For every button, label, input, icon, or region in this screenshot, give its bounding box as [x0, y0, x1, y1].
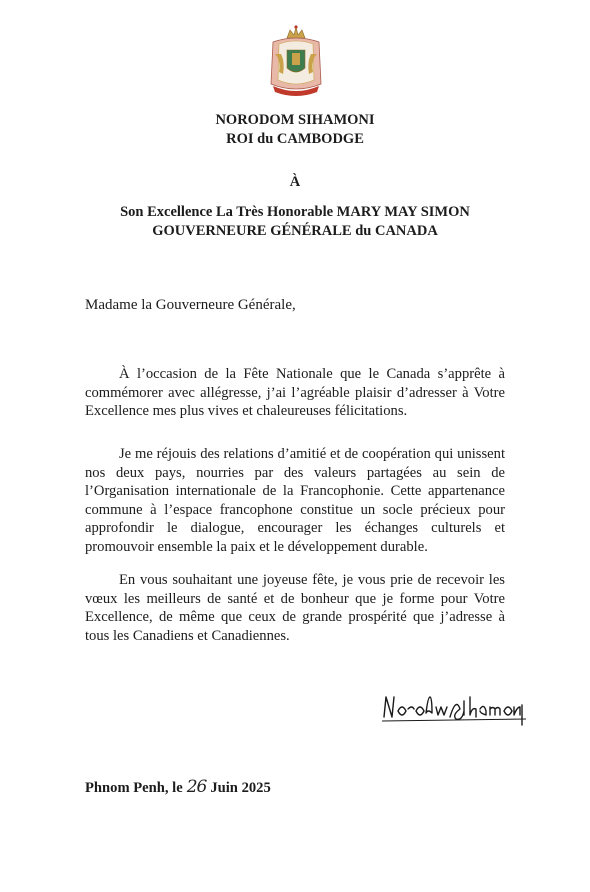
royal-coat-of-arms-icon — [259, 24, 333, 100]
sender-name: NORODOM SIHAMONI — [215, 112, 375, 128]
date-line — [85, 777, 271, 797]
date-month-year: Juin 2025 — [210, 780, 271, 796]
sender-title: ROI du CAMBODGE — [226, 131, 364, 147]
recipient-line-2: GOUVERNEURE GÉNÉRALE du CANADA — [152, 223, 438, 239]
date-day-handwritten: 26 — [186, 777, 207, 797]
handwritten-signature — [380, 687, 530, 727]
body-paragraph: À l’occasion de la Fête Nationale que le Canada s’apprête à commémorer avec allégresse, j’ai l’agréable plaisir d’adresser à Votre Excellence mes plus vives et chaleureuses félicitations. — [85, 366, 505, 420]
body-paragraph: Je me réjouis des relations d’amitié et de coopération qui unissent nos deux pays, nourries par des valeurs partagées au sein de l’Organisation internationale de la Francophonie. Cette appartenance commune à l’espace francophone constitue un socle précieux pour approfondir le dialogue, encourager les échanges culturels et promouvoir ensemble la paix et le développement durable. — [85, 446, 505, 555]
date-place: Phnom Penh, le — [85, 780, 183, 796]
body-paragraph: En vous souhaitant une joyeuse fête, je vous prie de recevoir les vœux les meilleurs de santé et de bonheur que je forme pour Votre Excellence, de même que ceux de grande prospérité que j’adresse à tous les Canadiens et Canadiennes. — [85, 572, 505, 644]
recipient-line-1: Son Excellence La Très Honorable MARY MAY SIMON — [120, 204, 470, 220]
to-label: À — [289, 174, 301, 190]
salutation: Madame la Gouverneure Générale, — [85, 297, 296, 313]
